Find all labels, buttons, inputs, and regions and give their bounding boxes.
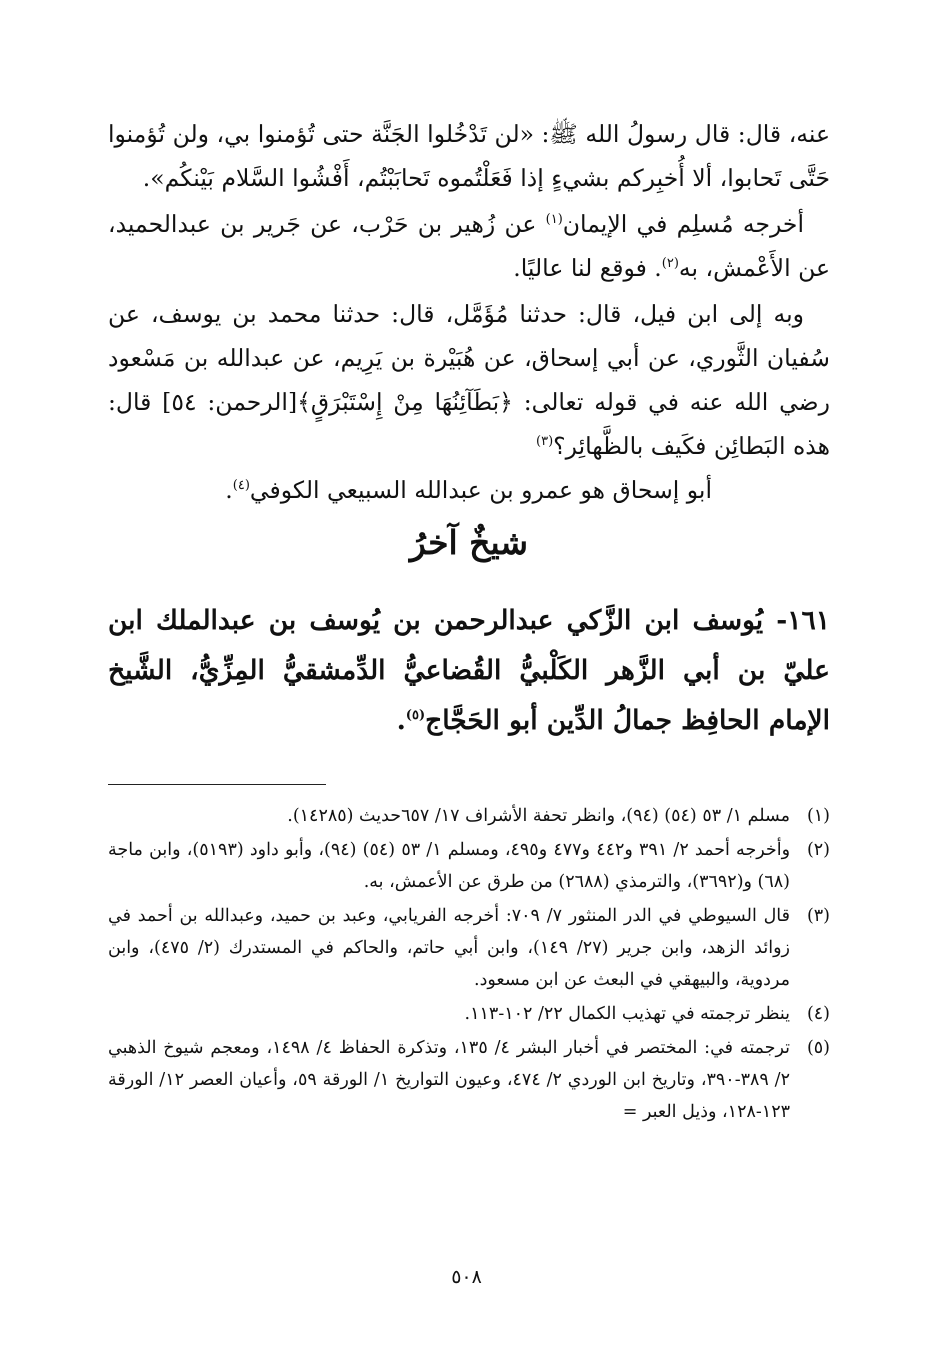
hadith-text: عنه، قال: قال رسولُ الله ﷺ: «لن تَدْخُلوا الجَنَّة حتى تُؤمنوا بي، ولن تُؤمنوا حَتَّى تَحابوا، ألا أُخبِركم بشيءٍ إذا فَعَلْتُموه تَحابَبْتُم، أَفْشُوا السَّلام بَيْنكُم». (108, 120, 830, 192)
footnote-ref-3[interactable]: (٣) (536, 434, 554, 450)
footnote-ref-2[interactable]: (٢) (661, 256, 679, 272)
isnad-paragraph (108, 292, 830, 468)
footnote-text: ينظر ترجمته في تهذيب الكمال ٢٢/ ١٠٢-١١٣. (464, 1004, 790, 1024)
isnad-text: وبه إلى ابن فيل، قال: حدثنا مُؤَمَّل، قال: حدثنا محمد بن يوسف، عن سُفيان الثَّوري، عن أبي إسحاق، عن هُبَيْرة بن يَرِيم، عن عبدالله بن مَسْعود رضي الله عنه في قوله تعالى: ﴿بَطَآئِنُهَا مِنْ إِسْتَبْرَقٍ﴾[الرحمن: ٥٤] قال: هذه البَطائِن فكَيف بالظَّهائِر؟ (108, 300, 830, 460)
footnote-item (108, 834, 830, 898)
main-text (108, 112, 830, 512)
footnote-ref-5[interactable]: (٥) (405, 708, 426, 724)
footnote-text: وأخرجه أحمد ٢/ ٣٩١ و٤٤٢ و٤٧٧ و٤٩٥، ومسلم ١/ ٥٣ (٥٤) (٩٤)، وأبو داود (٥١٩٣)، وابن ماجة (٦٨) و(٣٦٩٢)، والترمذي (٢٦٨٨) من طرق عن الأعمش، به. (108, 840, 791, 892)
footnote-text: قال السيوطي في الدر المنثور ٧/ ٧٠٩: أخرجه الفريابي، وعبد بن حميد، وعبدالله بن أحمد في زوائد الزهد، وابن جرير (٢٧/ ١٤٩)، وابن أبي حاتم، والحاكم في المستدرك (٢/ ٤٧٥)، وابن مردوية، والبيهقي في البعث عن ابن مسعود. (108, 906, 790, 990)
footnote-number: (٤) (806, 1004, 830, 1024)
footnote-divider (108, 784, 326, 785)
footnote-text: ترجمته في: المختصر في أخبار البشر ٤/ ١٣٥، وتذكرة الحفاظ ٤/ ١٤٩٨، ومعجم شيوخ الذهبي ٢/ ٣٨٩-٣٩٠، وتاريخ ابن الوردي ٢/ ٤٧٤، وعيون التواريخ ١/ الورقة ٥٩، وأعيان العصر ١٢/ الورقة ١٢٣-١٢٨، وذيل العبر = (108, 1038, 790, 1122)
takhrij-text-b: عن زُهير بن حَرْب، عن جَرير بن عبدالحميد، عن الأَعْمش، به (108, 210, 830, 282)
biography-entry (108, 596, 830, 746)
page-number: ٥٠٨ (451, 1266, 482, 1288)
footnote-number: (٥) (806, 1038, 830, 1058)
biography-entry-end: . (396, 705, 406, 736)
hadith-paragraph (108, 112, 830, 200)
biography-entry-text: ١٦١- يُوسف ابن الزَّكي عبدالرحمن بن يُوسف بن عبدالملك ابن عليّ بن أبي الزَّهر الكَلْبيُّ القُضاعيُّ الدِّمشقيُّ المِزِّيُّ، الشَّيخ الإمام الحافِظ جمالُ الدِّين أبو الحَجَّاج (108, 605, 830, 736)
footnote-ref-4[interactable]: (٤) (232, 478, 250, 494)
footnote-ref-1[interactable]: (١) (545, 212, 563, 228)
narrator-note-end: . (225, 476, 233, 504)
takhrij-paragraph (108, 202, 830, 290)
footnote-number: (٢) (806, 840, 830, 860)
footnote-item (108, 900, 830, 996)
page-body (108, 112, 830, 1342)
footnote-number: (١) (806, 806, 830, 826)
footnote-item (108, 800, 830, 832)
footnote-number: (٣) (806, 906, 830, 926)
takhrij-text-c: . فوقع لنا عاليًا. (513, 254, 662, 282)
narrator-note-text: أبو إسحاق هو عمرو بن عبدالله السبيعي الكوفي (249, 476, 712, 504)
footnotes (108, 800, 830, 1130)
footnote-item (108, 1032, 830, 1128)
section-heading: شيخٌ آخرُ (409, 523, 529, 562)
takhrij-text-a: أخرجه مُسلِم في الإيمان (562, 210, 804, 238)
footnote-item (108, 998, 830, 1030)
narrator-note-paragraph (108, 468, 830, 512)
footnote-text: مسلم ١/ ٥٣ (٥٤) (٩٤)، وانظر تحفة الأشراف ١٧/ ٦٥٧حديث (١٤٢٨٥). (287, 806, 790, 826)
